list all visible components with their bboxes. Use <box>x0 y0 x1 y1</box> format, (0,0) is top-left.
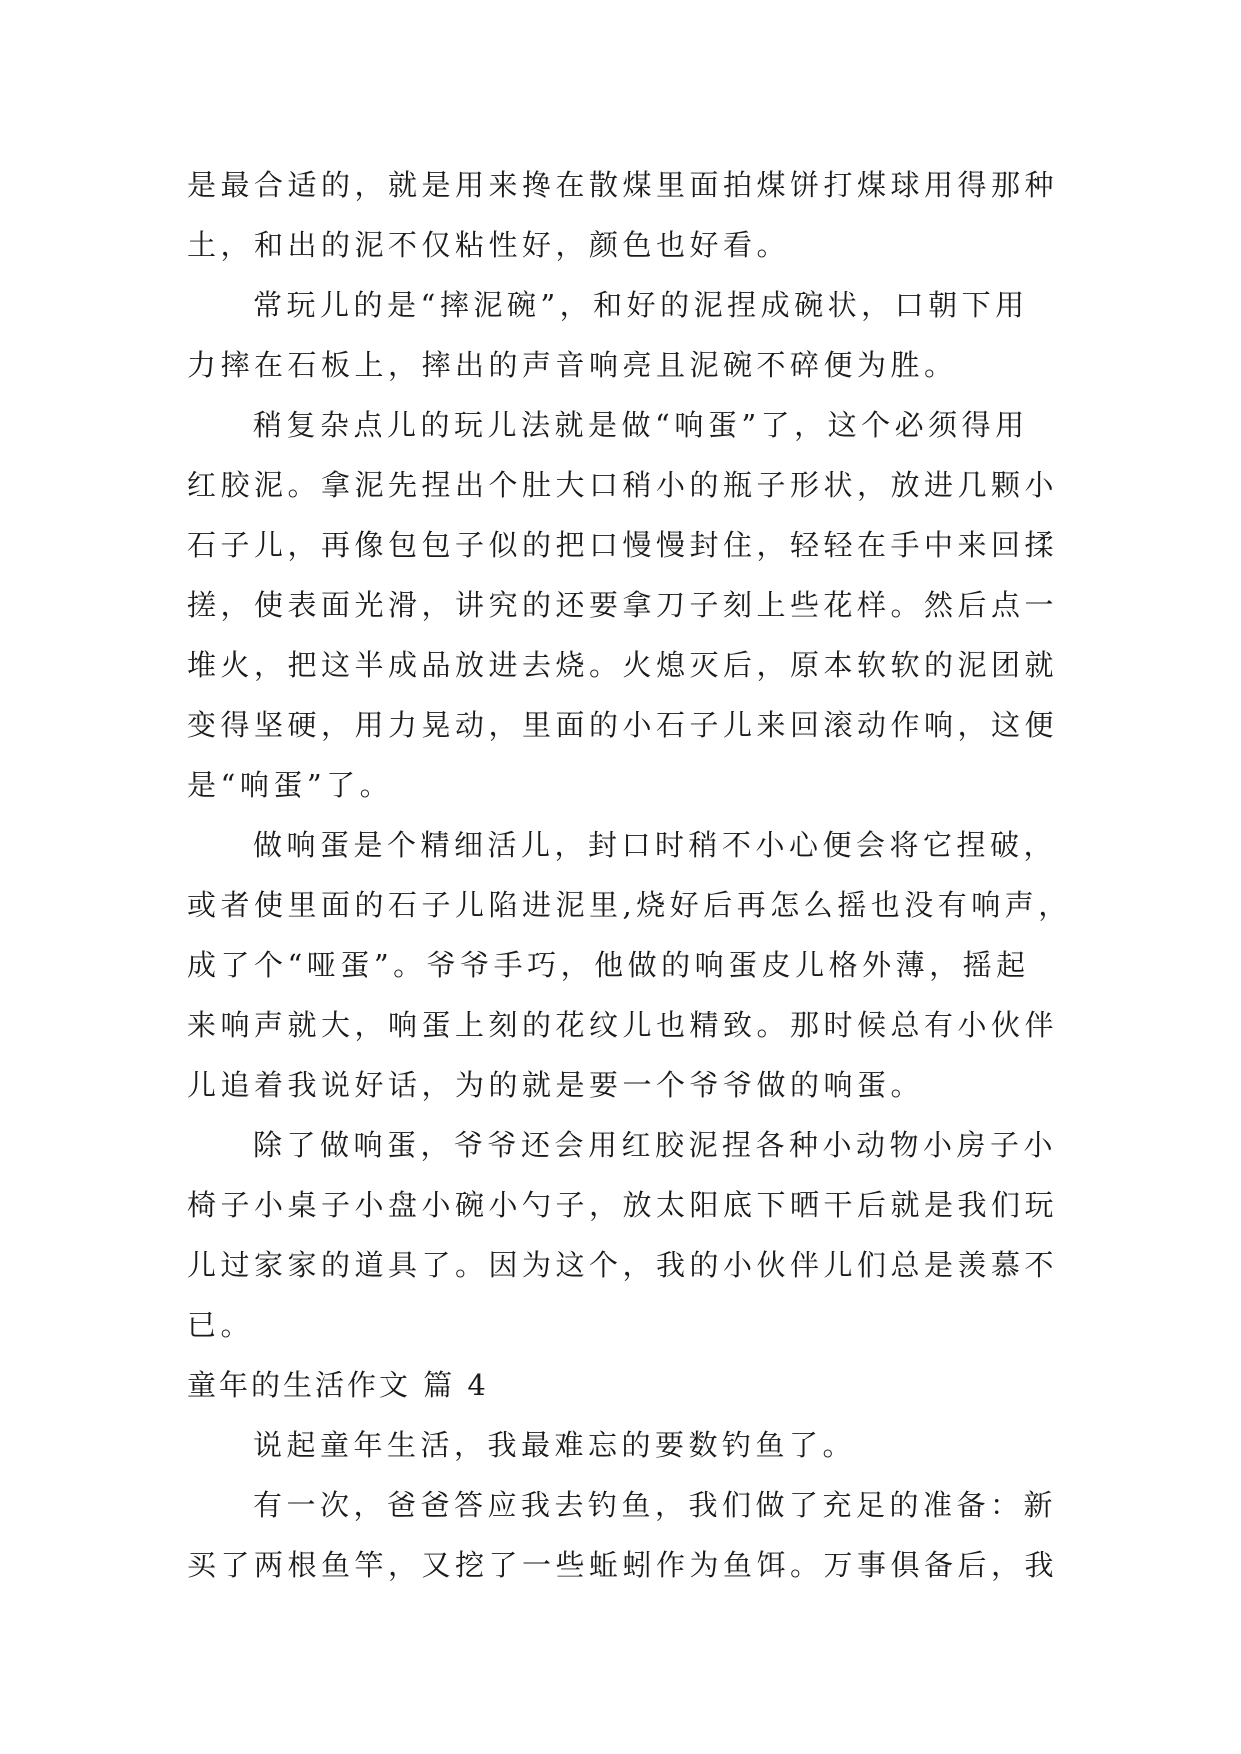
paragraph-first-line: 常玩儿的是“摔泥碗”，和好的泥捏成碗状，口朝下用 <box>253 288 1029 322</box>
text-line: 儿过家家的道具了。因为这个，我的小伙伴儿们总是羡慕不 <box>187 1248 1059 1282</box>
paragraph-first-line: 有一次，爸爸答应我去钓鱼，我们做了充足的准备：新 <box>253 1488 1058 1522</box>
text-line: 已。 <box>187 1308 255 1342</box>
text-line: 变得坚硬，用力晃动，里面的小石子儿来回滚动作响，这便 <box>187 708 1059 742</box>
text-line: 椅子小桌子小盘小碗小勺子，放太阳底下晒干后就是我们玩 <box>187 1188 1059 1222</box>
text-line: 堆火，把这半成品放进去烧。火熄灭后，原本软软的泥团就 <box>187 648 1059 682</box>
document-body <box>187 155 1072 1595</box>
text-line: 来响声就大，响蛋上刻的花纹儿也精致。那时候总有小伙伴 <box>187 1008 1059 1042</box>
text-line: 搓，使表面光滑，讲究的还要拿刀子刻上些花样。然后点一 <box>187 588 1059 622</box>
text-line: 成了个“哑蛋”。爷爷手巧，他做的响蛋皮儿格外薄，摇起 <box>187 948 1030 982</box>
text-line: 买了两根鱼竿，又挖了一些蚯蚓作为鱼饵。万事俱备后，我 <box>187 1548 1059 1582</box>
text-line: 儿追着我说好话，为的就是要一个爷爷做的响蛋。 <box>187 1068 925 1102</box>
text-line: 力摔在石板上，摔出的声音响亮且泥碗不碎便为胜。 <box>187 348 958 382</box>
text-line: 是“响蛋”了。 <box>187 768 394 802</box>
text-line: 红胶泥。拿泥先捏出个肚大口稍小的瓶子形状，放进几颗小 <box>187 468 1059 502</box>
paragraph-first-line: 除了做响蛋，爷爷还会用红胶泥捏各种小动物小房子小 <box>253 1128 1058 1162</box>
paragraph-first-line: 做响蛋是个精细活儿，封口时稍不小心便会将它捏破， <box>253 828 1058 862</box>
text-line: 是最合适的，就是用来搀在散煤里面拍煤饼打煤球用得那种 <box>187 168 1059 202</box>
paragraph-first-line: 说起童年生活，我最难忘的要数钓鱼了。 <box>253 1428 857 1462</box>
text-line: 土，和出的泥不仅粘性好，颜色也好看。 <box>187 228 791 262</box>
section-heading: 童年的生活作文 篇 4 <box>187 1368 489 1402</box>
text-line: 石子儿，再像包包子似的把口慢慢封住，轻轻在手中来回揉 <box>187 528 1059 562</box>
text-line: 或者使里面的石子儿陷进泥里,烧好后再怎么摇也没有响声， <box>187 888 1072 922</box>
paragraph-first-line: 稍复杂点儿的玩儿法就是做“响蛋”了，这个必须得用 <box>253 408 1029 442</box>
